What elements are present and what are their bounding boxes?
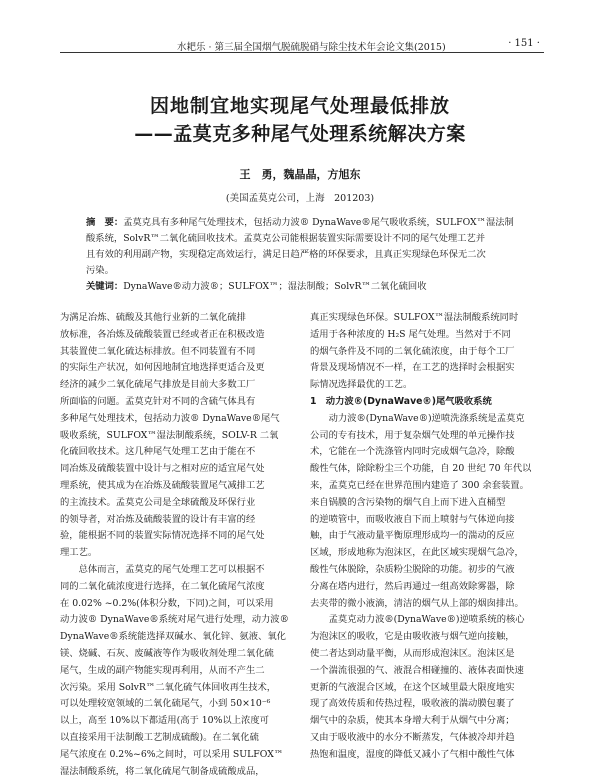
body-line: 所面临的问题。孟莫克针对不同的含硫气体具有 xyxy=(60,395,256,407)
body-line: 区域，形成地称为泡沫区，在此区域实现烟气急冷， xyxy=(310,547,524,559)
body-line: 总体而言，孟莫克的尾气处理工艺可以根据不 xyxy=(60,563,265,575)
body-line: 背景及现场情况不一样，在工艺的选择时会根据实 xyxy=(310,362,515,374)
keywords-text: DynaWave®动力波®；SULFOX™；湿法制酸；SolvR™二氧化硫回收 xyxy=(123,281,427,292)
body-line: 经济的减少二氧化硫尾气排放是目前大多数工厂 xyxy=(60,379,256,391)
abstract xyxy=(86,215,526,295)
body-line: 的烟气条件及不同的二氧化硫浓度，由于每个工厂 xyxy=(310,345,515,357)
body-line: 一个湍流很强的气、液混合相碰撞的、液体表面快速 xyxy=(310,664,524,676)
body-line: 镁、烧碱、石灰、废碱液等作为吸收剂处理二氧化硫 xyxy=(60,647,274,659)
body-line: 放标准，各冶炼及硫酸装置已经或者正在积极改造 xyxy=(60,328,265,340)
paper-title: 因地制宜地实现尾气处理最低排放 xyxy=(149,95,450,117)
body-line: 去夹带的微小液滴，清洁的烟气从上部的烟囱排出。 xyxy=(310,597,524,609)
paper-subtitle: ——孟莫克多种尾气处理系统解决方案 xyxy=(134,123,466,145)
body-line: 的逆喷管中，而吸收液自下而上喷射与气体逆向接 xyxy=(310,513,515,525)
body-line: 的实际生产状况，如何因地制宜地选择更适合及更 xyxy=(60,362,265,374)
abstract-line: 污染。 xyxy=(86,265,114,276)
body-line: 同冶炼及硫酸装置中设计与之相对应的适宜尾气处 xyxy=(60,463,265,475)
body-line: 同的二氧化硫浓度进行选择，在二氧化硫尾气浓度 xyxy=(60,580,265,592)
body-line: 孟莫克动力波®(DynaWave®)逆喷系统的核心 xyxy=(310,614,525,626)
body-line: 为泡沫区的吸收，它是由吸收液与烟气逆向接触， xyxy=(310,631,515,643)
section-heading: 1 动力波®(DynaWave®)尾气吸收系统 xyxy=(310,395,492,407)
abstract-line: 且有效的利用副产物，实现稳定高效运行，满足日趋严格的环保要求，且真正实现绿色环保无二次 xyxy=(86,249,486,260)
body-line: 验，能根据不同的装置实际情况选择不同的尾气处 xyxy=(60,530,265,542)
body-line: 动力波®(DynaWave®)逆喷洗涤系统是孟莫克 xyxy=(310,412,525,424)
body-line: 来自锅膜的含污染物的烟气自上而下进入直桶型 xyxy=(310,496,506,508)
body-line: 多种尾气处理技术，包括动力波® DynaWave®尾气 xyxy=(60,412,280,424)
body-line: 烟气中的杂质，使其本身增大利于从烟气中分离； xyxy=(310,715,515,727)
body-line: 理工艺。 xyxy=(60,547,98,559)
body-line: 又由于吸收液中的水分不断蒸发，气体被冷却并趋 xyxy=(310,731,515,743)
body-line: 适用于各种浓度的 H₂S 尾气处理。当然对于不同 xyxy=(310,328,511,340)
body-line: 化硫回收技术。这几种尾气处理工艺由于能在不 xyxy=(60,446,256,458)
body-line: 公司的专有技术，用于复杂烟气处理的单元操作技 xyxy=(310,429,515,441)
body-column-left xyxy=(60,310,296,780)
body-line: 尾气浓度在 0.2%~6%之间时，可以采用 SULFOX™ xyxy=(60,748,284,760)
body-line: 可以处理较宽领域的二氧化硫尾气，小到 50×10⁻⁶ xyxy=(60,698,271,710)
body-line: 来，孟莫克已经在世界范围内建造了 300 余套装置。 xyxy=(310,479,529,491)
abstract-line: 酸系统，SolvR™二氧化硫回收技术。孟莫克公司能根据装置实际需要设计不同的尾气处理工艺并 xyxy=(86,233,486,244)
body-line: 次污染。采用 SolvR™二氧化硫气体回收再生技术， xyxy=(60,681,277,693)
running-header xyxy=(60,37,544,53)
body-line: 的主流技术。孟莫克公司是全球硫酸及环保行业 xyxy=(60,496,256,508)
body-line: 吸收系统，SULFOX™湿法制酸系统，SOLV-R 二氧 xyxy=(60,429,279,441)
body-line: 以上，高至 10%以下都适用(高于 10%以上浓度可 xyxy=(60,715,269,727)
body-line: 尾气，生成的副产物能实现再利用，从而不产生二 xyxy=(60,664,265,676)
body-line: 分离在塔内进行，然后再通过一组高效除雾器，除 xyxy=(310,580,515,592)
body-line: 其装置使二氧化硫达标排放。但不同装置有不同 xyxy=(60,345,256,357)
running-title: 水耙乐 · 第三届全国烟气脱硫脱硝与除尘技术年会论文集(2015) xyxy=(177,42,446,53)
body-column-right xyxy=(310,310,546,764)
body-line: 酸性气体，除除粉尘三个功能，自 20 世纪 70 年代以 xyxy=(310,463,532,475)
body-line: 在 0.02% ~0.2%(体积分数，下同)之间，可以采用 xyxy=(60,597,274,609)
body-line: 触，由于气液动量平衡原理形成均一的湍动的反应 xyxy=(310,530,515,542)
body-line: 为满足冶炼、硫酸及其他行业新的二氧化硫排 xyxy=(60,312,246,323)
keywords-label: 关键词： xyxy=(86,281,124,292)
body-line: 更新的气液混合区域，在这个区域里最大限度地实 xyxy=(310,681,515,693)
body-line: 热饱和温度，湿度的降低又减小了气相中酸性气体 xyxy=(310,748,515,760)
body-line: 际情况选择最优的工艺。 xyxy=(310,379,413,391)
body-line: 真正实现绿色环保。SULFOX™湿法制酸系统同时 xyxy=(310,312,519,323)
affiliation: (美国孟莫克公司，上海 201203) xyxy=(225,193,375,204)
body-line: 动力波® DynaWave®系统对尾气进行处理，动力波® xyxy=(60,614,289,626)
keywords-line xyxy=(86,279,526,295)
abstract-text: 孟莫克具有多种尾气处理技术，包括动力波® DynaWave®尾气吸收系统，SULFOX™湿法制 xyxy=(123,217,514,228)
body-line: 使二者达到动量平衡，从而形成泡沫区。泡沫区是 xyxy=(310,647,515,659)
body-line: 理系统，使其成为在冶炼及硫酸装置尾气减排工艺 xyxy=(60,479,265,491)
abstract-line xyxy=(86,215,526,231)
body-line: DynaWave®系统能选择双碱水、氧化锌、氨液、氧化 xyxy=(60,631,286,643)
page-number: · 151 · xyxy=(508,38,540,49)
abstract-label: 摘 要： xyxy=(86,217,124,228)
author-list: 王 勇，魏晶晶，方旭东 xyxy=(239,168,361,181)
body-line: 术，它能在一个洗涤管内同时完成烟气急冷，除酸 xyxy=(310,446,515,458)
body-line: 酸性气体脱除，杂质粉尘脱除的功能。初步的气液 xyxy=(310,563,515,575)
body-line: 现了高效传质和传热过程，吸收液的湍动膜包裹了 xyxy=(310,698,515,710)
body-line: 湿法制酸系统，将二氧化硫尾气制备成硫酸成品， xyxy=(60,765,265,777)
body-line: 以直接采用干法制酸工艺制成硫酸)。在二氧化硫 xyxy=(60,731,259,743)
body-line: 的领导者，对冶炼及硫酸装置的设计有丰富的经 xyxy=(60,513,256,525)
